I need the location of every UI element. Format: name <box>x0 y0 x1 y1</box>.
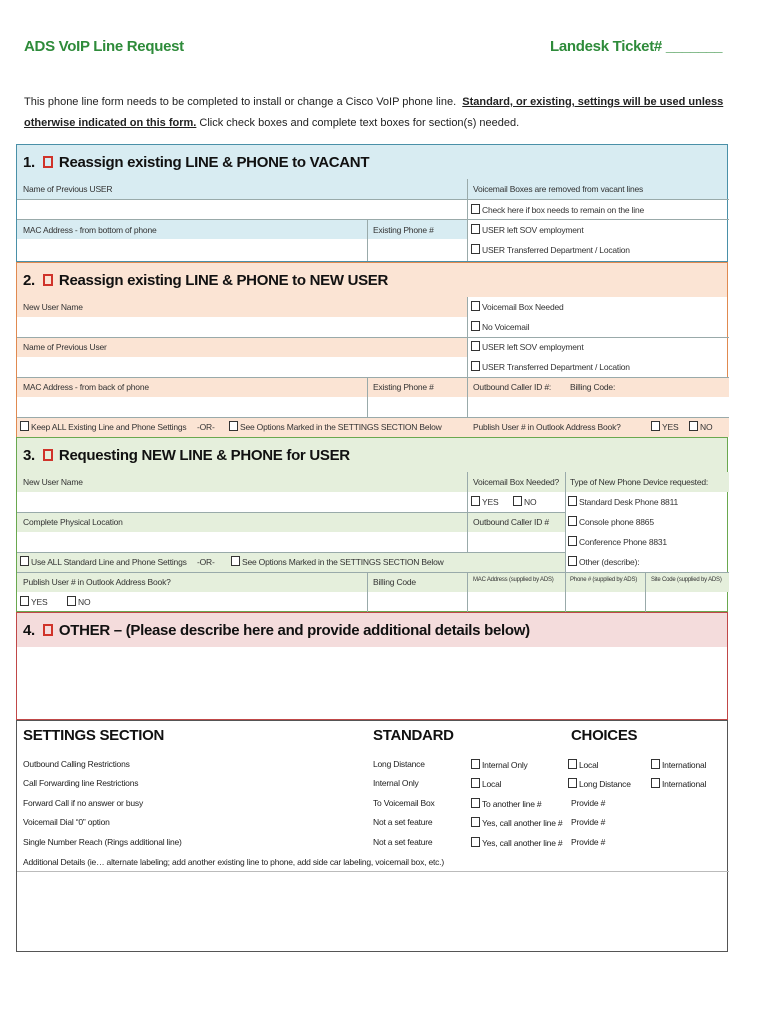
no-vm-checkbox[interactable] <box>471 321 480 331</box>
prev-user-label-2: Name of Previous User <box>23 342 107 352</box>
ticket-label: Landesk Ticket# _______ <box>550 38 723 55</box>
setting-choice-1-checkbox[interactable] <box>471 817 480 827</box>
publish-yes-row[interactable]: YES <box>651 421 678 432</box>
section-3 <box>16 437 728 612</box>
see-options-row[interactable]: See Options Marked in the SETTINGS SECTION Below <box>229 421 442 432</box>
setting-choice-3-checkbox[interactable] <box>651 778 660 788</box>
section-4-checkbox[interactable] <box>43 624 53 636</box>
section-1-header: 1. Reassign existing LINE & PHONE to VACANT <box>17 145 727 179</box>
settings-section <box>16 720 728 952</box>
mac-label: MAC Address - from bottom of phone <box>23 225 157 235</box>
setting-choice-3-checkbox[interactable] <box>651 759 660 769</box>
remain-checkbox-row[interactable]: Check here if box needs to remain on the line <box>471 204 644 215</box>
type-req-label: Type of New Phone Device requested: <box>570 477 709 487</box>
section-1-title: Reassign existing LINE & PHONE to VACANT <box>58 153 370 171</box>
left-sov-row-2[interactable]: USER left SOV employment <box>471 341 584 352</box>
setting-choice-1-checkbox[interactable] <box>471 759 480 769</box>
choices-title: CHOICES <box>571 727 638 744</box>
voicemail-note: Voicemail Boxes are removed from vacant lines <box>473 184 644 194</box>
setting-choice-1[interactable]: Yes, call another line # <box>471 837 562 848</box>
transferred-row-2[interactable]: USER Transferred Department / Location <box>471 361 630 372</box>
existing-phone-label: Existing Phone # <box>373 225 434 235</box>
conference-checkbox[interactable] <box>568 536 577 546</box>
section-3-checkbox[interactable] <box>43 449 53 461</box>
vm-yes-row[interactable]: YES <box>471 496 498 507</box>
transferred-checkbox[interactable] <box>471 244 480 254</box>
publish-yes-row-3[interactable]: YES <box>20 596 47 607</box>
section-1-checkbox[interactable] <box>43 156 53 168</box>
setting-standard: Long Distance <box>373 759 425 769</box>
other-checkbox[interactable] <box>568 556 577 566</box>
vm-needed-label-3: Voicemail Box Needed? <box>473 477 560 487</box>
intro-text: This phone line form needs to be completed to install or change a Cisco VoIP phone line. Standard, or existing, settings will be used unless otherwise indicated on this form. Click check boxes and complete text boxes for section(s) needed. <box>24 96 724 129</box>
setting-standard: Not a set feature <box>373 837 433 847</box>
remain-checkbox[interactable] <box>471 204 480 214</box>
section-2-header: 2. Reassign existing LINE & PHONE to NEW USER <box>17 263 727 297</box>
publish-no-checkbox-3[interactable] <box>67 596 76 606</box>
publish-no-row-3[interactable]: NO <box>67 596 90 607</box>
transferred-row[interactable]: USER Transferred Department / Location <box>471 244 630 255</box>
section-2 <box>16 262 728 437</box>
conference-row[interactable]: Conference Phone 8831 <box>568 536 667 547</box>
other-details-input[interactable] <box>17 647 727 719</box>
ticket-field[interactable]: _______ <box>665 38 723 55</box>
setting-choice-1[interactable]: Yes, call another line # <box>471 817 562 828</box>
console-checkbox[interactable] <box>568 516 577 526</box>
setting-choice-2-checkbox[interactable] <box>568 759 577 769</box>
site-ads-label: Site Code (supplied by ADS) <box>651 577 722 583</box>
phone-ads-label: Phone # (supplied by ADS) <box>570 577 638 583</box>
setting-label: Call Forwarding line Restrictions <box>23 778 139 788</box>
new-user-label-3: New User Name <box>23 477 83 487</box>
keep-all-checkbox[interactable] <box>20 421 29 431</box>
settings-title: SETTINGS SECTION <box>23 727 165 744</box>
setting-standard: Internal Only <box>373 778 419 788</box>
publish-no-checkbox[interactable] <box>689 421 698 431</box>
setting-label: Voicemail Dial “0” option <box>23 817 110 827</box>
std-desk-checkbox[interactable] <box>568 496 577 506</box>
setting-standard: To Voicemail Box <box>373 798 435 808</box>
setting-label: Single Number Reach (Rings additional line) <box>23 837 182 847</box>
mac-label-2: MAC Address - from back of phone <box>23 382 149 392</box>
or-label-3: -OR- <box>197 557 215 567</box>
setting-choice-2[interactable]: Long Distance <box>568 778 631 789</box>
setting-label: Outbound Calling Restrictions <box>23 759 130 769</box>
section-3-header: 3. Requesting NEW LINE & PHONE for USER <box>17 438 727 472</box>
publish-yes-checkbox-3[interactable] <box>20 596 29 606</box>
section-3-title: Requesting NEW LINE & PHONE for USER <box>58 446 350 464</box>
console-row[interactable]: Console phone 8865 <box>568 516 654 527</box>
additional-details-label: Additional Details (ie… alternate labeling; add another existing line to phone, add side car labeling, voicemail box, etc.) <box>23 857 444 867</box>
prev-user-input[interactable] <box>17 199 467 219</box>
vm-no-row[interactable]: NO <box>513 496 536 507</box>
billing-label: Billing Code: <box>570 382 616 392</box>
section-1 <box>16 144 728 262</box>
caller-id-label-3: Outbound Caller ID # <box>473 517 549 527</box>
left-sov-checkbox[interactable] <box>471 224 480 234</box>
vm-yes-checkbox[interactable] <box>471 496 480 506</box>
section-4 <box>16 612 728 720</box>
billing-label-3: Billing Code <box>373 577 416 587</box>
setting-label: Forward Call if no answer or busy <box>23 798 144 808</box>
prev-user-label: Name of Previous USER <box>23 184 113 194</box>
other-row[interactable]: Other (describe): <box>568 556 639 567</box>
or-label: -OR- <box>197 422 215 432</box>
use-all-row[interactable]: Use ALL Standard Line and Phone Settings <box>20 556 187 567</box>
use-all-checkbox[interactable] <box>20 556 29 566</box>
setting-choice-2[interactable]: Local <box>568 759 598 770</box>
section-2-title: Reassign existing LINE & PHONE to NEW USER <box>58 271 389 289</box>
existing-phone-label-2: Existing Phone # <box>373 382 434 392</box>
setting-choice-3[interactable]: International <box>651 778 706 789</box>
publish-yes-checkbox[interactable] <box>651 421 660 431</box>
mac-ads-label: MAC Address (supplied by ADS) <box>473 577 554 583</box>
setting-choice-1-checkbox[interactable] <box>471 778 480 788</box>
see-options-checkbox[interactable] <box>229 421 238 431</box>
section-4-header: 4. OTHER – (Please describe here and provide additional details below) <box>17 613 727 647</box>
left-sov-checkbox-2[interactable] <box>471 341 480 351</box>
vm-needed-row[interactable]: Voicemail Box Needed <box>471 301 564 312</box>
section-2-checkbox[interactable] <box>43 274 53 286</box>
page-title: ADS VoIP Line Request <box>24 38 184 55</box>
section-4-title: OTHER – (Please describe here and provide additional details below) <box>58 621 530 639</box>
setting-provide: Provide # <box>571 837 606 847</box>
vm-needed-checkbox[interactable] <box>471 301 480 311</box>
publish-label: Publish User # in Outlook Address Book? <box>473 422 621 432</box>
setting-provide: Provide # <box>571 817 606 827</box>
publish-no-row[interactable]: NO <box>689 421 712 432</box>
vm-no-checkbox[interactable] <box>513 496 522 506</box>
setting-choice-1[interactable]: Local <box>471 778 501 789</box>
std-desk-row[interactable]: Standard Desk Phone 8811 <box>568 496 678 507</box>
setting-choice-1-checkbox[interactable] <box>471 798 480 808</box>
setting-choice-3[interactable]: International <box>651 759 706 770</box>
see-options-row-3[interactable]: See Options Marked in the SETTINGS SECTION Below <box>231 556 444 567</box>
publish-label-3: Publish User # in Outlook Address Book? <box>23 577 171 587</box>
keep-all-row[interactable]: Keep ALL Existing Line and Phone Settings <box>20 421 186 432</box>
setting-choice-1[interactable]: To another line # <box>471 798 541 809</box>
no-vm-row[interactable]: No Voicemail <box>471 321 529 332</box>
location-label: Complete Physical Location <box>23 517 123 527</box>
new-user-input-3[interactable] <box>17 492 467 512</box>
setting-choice-2-checkbox[interactable] <box>568 778 577 788</box>
setting-choice-1[interactable]: Internal Only <box>471 759 528 770</box>
transferred-checkbox-2[interactable] <box>471 361 480 371</box>
mac-input-2[interactable] <box>17 397 729 417</box>
additional-details-input[interactable] <box>17 871 727 951</box>
setting-standard: Not a set feature <box>373 817 433 827</box>
new-user-label: New User Name <box>23 302 83 312</box>
caller-id-label: Outbound Caller ID #: <box>473 382 552 392</box>
setting-choice-1-checkbox[interactable] <box>471 837 480 847</box>
left-sov-row[interactable]: USER left SOV employment <box>471 224 584 235</box>
see-options-checkbox-3[interactable] <box>231 556 240 566</box>
standard-title: STANDARD <box>373 727 454 744</box>
setting-provide: Provide # <box>571 798 606 808</box>
